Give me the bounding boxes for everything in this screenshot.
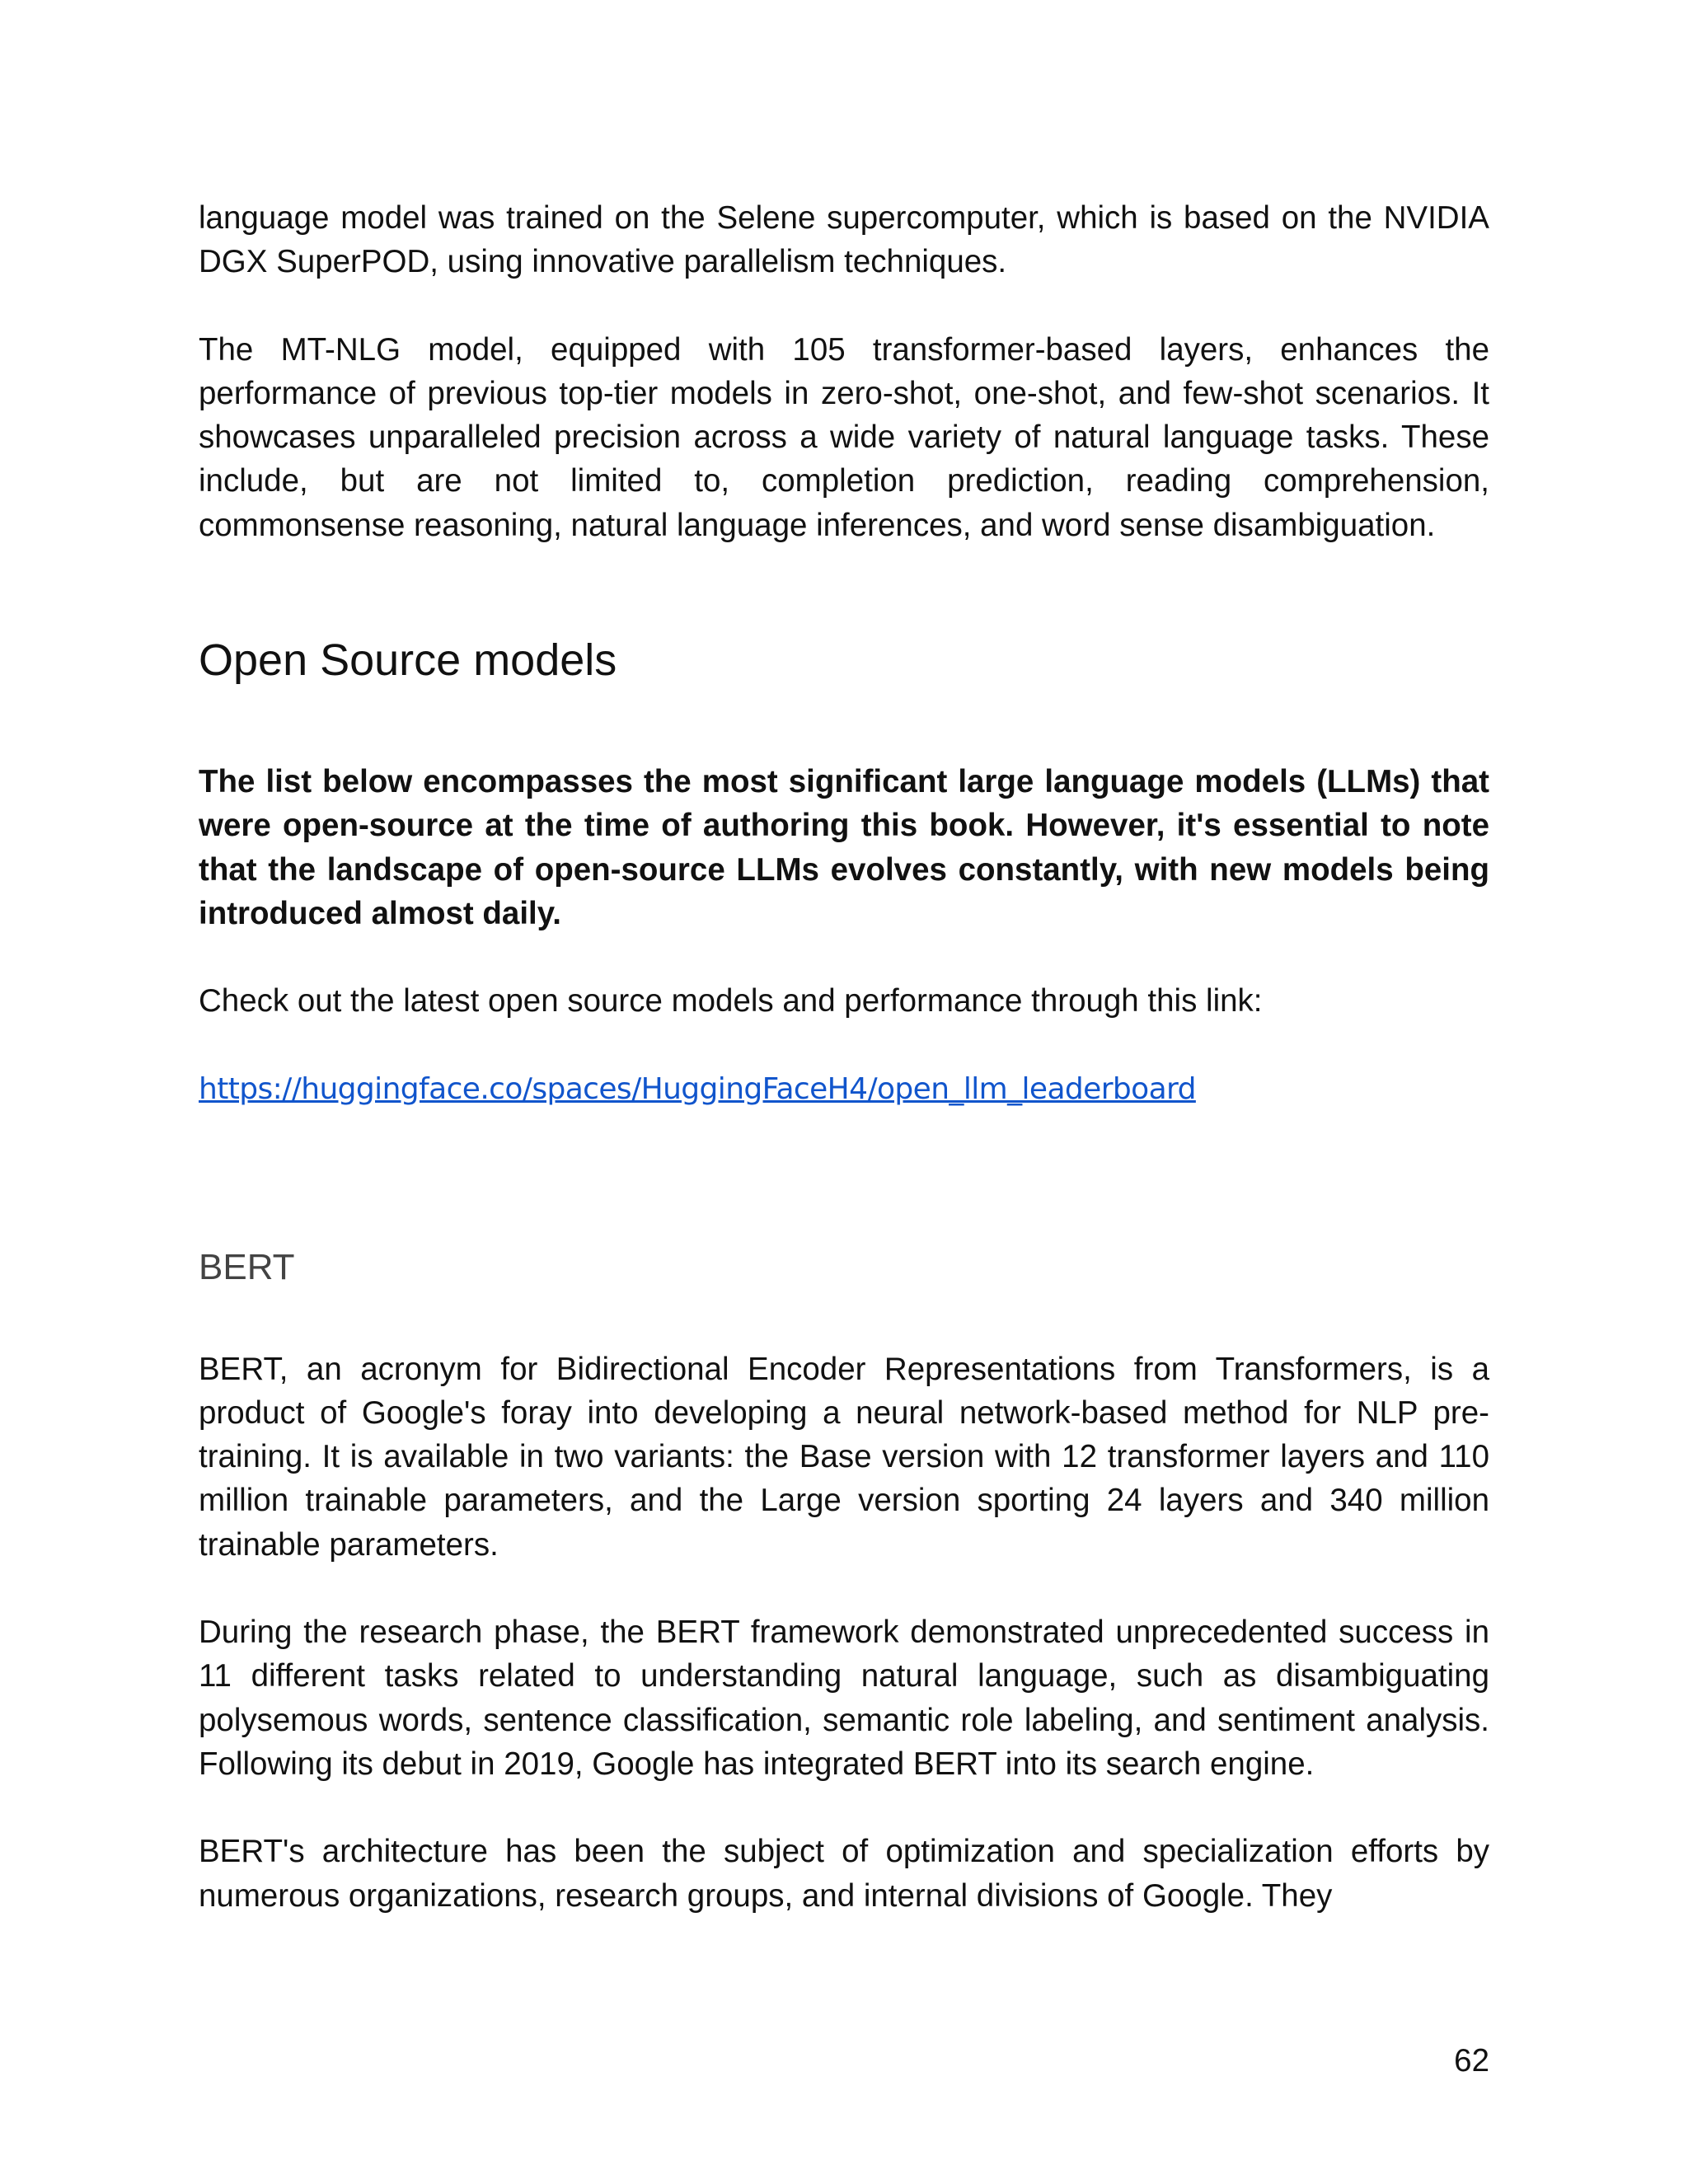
leaderboard-link[interactable]: https://huggingface.co/spaces/HuggingFaceH4/open_llm_leaderboard [199,1071,1196,1106]
paragraph-intro-continued: language model was trained on the Selene supercomputer, which is based on the NVIDIA DGX SuperPOD, using innovative parallelism techniques. [199,200,1489,280]
paragraph-bert-research: During the research phase, the BERT framework demonstrated unprecedented success in 11 different tasks related to understanding natural language, such as disambiguating polysemous words, sentence classification, semantic role labeling, and sentiment analysis. Following its debut in 2019, Google has integrated BERT into its search engine. [199,1615,1489,1782]
section-heading-open-source-models: Open Source models [199,635,617,686]
page-number: 62 [1454,2043,1489,2079]
paragraph-mt-nlg: The MT-NLG model, equipped with 105 transformer-based layers, enhances the performance of previous top-tier models in zero-shot, one-shot, and few-shot scenarios. It showcases unparalleled precision across a wide variety of natural language tasks. These include, but are not limited to, completion prediction, reading comprehension, commonsense reasoning, natural language inferences, and word sense disambiguation. [199,331,1489,543]
paragraph-bert-architecture: BERT's architecture has been the subject of optimization and specialization efforts by numerous organizations, research groups, and internal divisions of Google. They [199,1834,1489,1914]
link-line [199,1067,1489,1111]
page-content [199,196,1489,1918]
paragraph-check-link: Check out the latest open source models and performance through this link: [199,983,1263,1019]
subsection-heading-bert: BERT [199,1246,295,1287]
paragraph-open-source-intro: The list below encompasses the most significant large language models (LLMs) that were open-source at the time of authoring this book. However, it's essential to note that the landscape of open-source LLMs evolves constantly, with new models being introduced almost daily. [199,764,1489,931]
paragraph-bert-overview: BERT, an acronym for Bidirectional Encoder Representations from Transformers, is a product of Google's foray into developing a neural network-based method for NLP pre-training. It is available in two variants: the Base version with 12 transformer layers and 110 million trainable parameters, and the Large version sporting 24 layers and 340 million trainable parameters. [199,1351,1489,1563]
